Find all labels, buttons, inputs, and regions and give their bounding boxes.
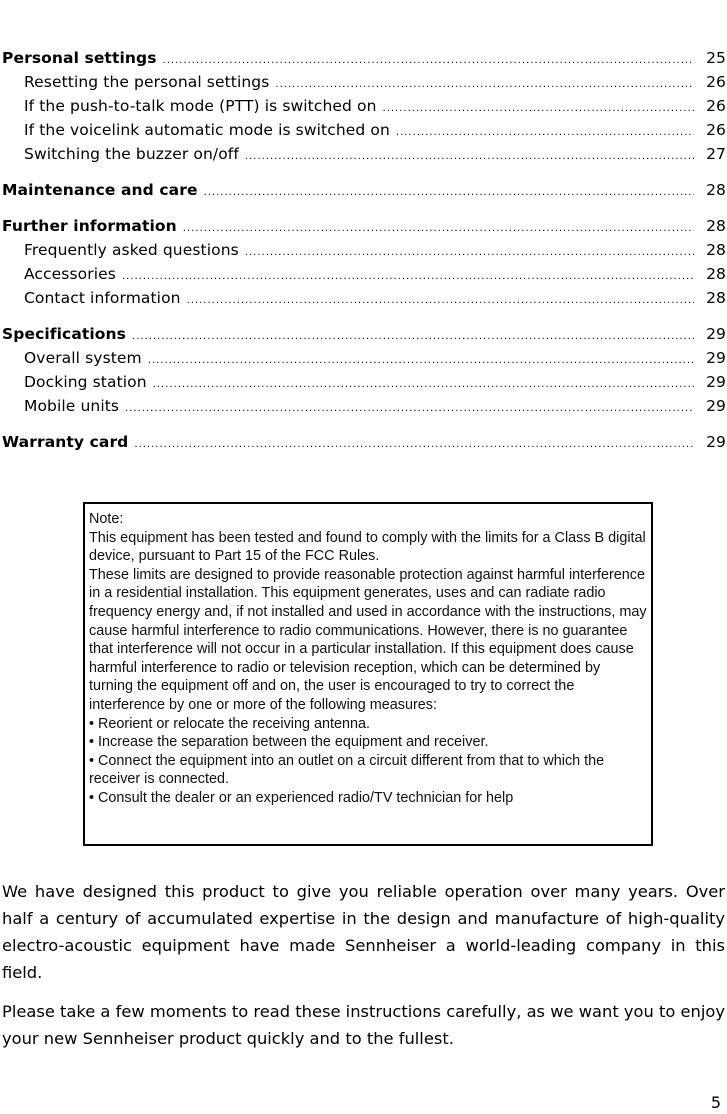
note-bullet: • Reorient or relocate the receiving antenna. [89, 715, 371, 732]
intro-text [2, 878, 725, 1064]
toc-entry[interactable] [2, 142, 726, 166]
toc-entry[interactable] [2, 430, 726, 454]
toc-entry-page: 28 [706, 217, 726, 235]
toc-entry[interactable] [2, 322, 726, 346]
toc-dot-leader [132, 325, 694, 349]
toc-dot-leader [245, 241, 694, 265]
toc-entry-page: 26 [706, 97, 726, 115]
table-of-contents [2, 46, 726, 454]
toc-dot-leader [183, 217, 694, 241]
fcc-note-box [83, 502, 653, 846]
toc-dot-leader [396, 121, 694, 145]
toc-entry[interactable] [2, 94, 726, 118]
toc-entry-label: Frequently asked questions [24, 241, 239, 259]
toc-entry-page: 29 [706, 349, 726, 367]
toc-entry-label: If the push-to-talk mode (PTT) is switched on [24, 97, 377, 115]
toc-entry-page: 25 [706, 49, 726, 67]
toc-entry[interactable] [2, 346, 726, 370]
toc-dot-leader [134, 433, 694, 457]
toc-entry-page: 29 [706, 325, 726, 343]
note-bullet: • Increase the separation between the equipment and receiver. [89, 734, 489, 751]
intro-paragraph: We have designed this product to give you reliable operation over many years. Over half a century of accumulated expertise in the design and manufacture of high-quality electro-acoustic equipment have made Sennheiser a world-leading company in this field. [2, 882, 725, 982]
toc-dot-leader [204, 181, 694, 205]
note-bullet: • Consult the dealer or an experienced radio/TV technician for help [89, 789, 514, 806]
toc-entry-label: If the voicelink automatic mode is switched on [24, 121, 390, 139]
toc-entry-page: 27 [706, 145, 726, 163]
toc-entry-page: 28 [706, 181, 726, 199]
toc-entry-label: Overall system [24, 349, 142, 367]
page-number: 5 [710, 1093, 721, 1112]
toc-entry-page: 29 [706, 397, 726, 415]
toc-entry[interactable] [2, 394, 726, 418]
toc-entry-label: Personal settings [2, 49, 157, 67]
toc-entry-page: 28 [706, 241, 726, 259]
toc-entry[interactable] [2, 286, 726, 310]
toc-entry-label: Further information [2, 217, 177, 235]
toc-dot-leader [245, 145, 694, 169]
toc-entry[interactable] [2, 238, 726, 262]
toc-entry-label: Contact information [24, 289, 181, 307]
toc-entry-label: Docking station [24, 373, 147, 391]
toc-entry-label: Maintenance and care [2, 181, 198, 199]
toc-entry[interactable] [2, 70, 726, 94]
toc-entry-label: Warranty card [2, 433, 129, 451]
toc-dot-leader [148, 349, 694, 373]
toc-entry-page: 28 [706, 265, 726, 283]
note-title: Note: [89, 511, 124, 527]
toc-entry-label: Accessories [24, 265, 116, 283]
toc-dot-leader [187, 289, 694, 313]
toc-entry-label: Specifications [2, 325, 127, 343]
toc-entry[interactable] [2, 178, 726, 202]
toc-dot-leader [383, 97, 694, 121]
toc-entry-page: 29 [706, 433, 726, 451]
toc-entry-page: 29 [706, 373, 726, 391]
note-bullet: • Connect the equipment into an outlet on a circuit different from that to which the receiver is connected. [89, 752, 605, 788]
toc-dot-leader [125, 397, 694, 421]
toc-entry-page: 26 [706, 73, 726, 91]
toc-entry-page: 28 [706, 289, 726, 307]
toc-dot-leader [153, 373, 694, 397]
toc-entry-label: Switching the buzzer on/off [24, 145, 239, 163]
toc-entry[interactable] [2, 370, 726, 394]
note-paragraph: This equipment has been tested and found to comply with the limits for a Class B digital device, pursuant to Part 15 of the FCC Rules. [89, 529, 646, 565]
toc-entry[interactable] [2, 262, 726, 286]
toc-entry-label: Resetting the personal settings [24, 73, 270, 91]
note-paragraph: These limits are designed to provide reasonable protection against harmful interference in a residential installation. This equipment generates, uses and can radiate radio frequency energy and, if not installed and used in accordance with the instructions, may cause harmful interference to radio communications. However, there is no guarantee that interference will not occur in a particular installation. If this equipment does cause harmful interference to radio or television reception, which can be determined by turning the equipment off and on, the user is encouraged to try to correct the interference by one or more of the following measures: [89, 566, 647, 713]
toc-entry-page: 26 [706, 121, 726, 139]
toc-entry[interactable] [2, 118, 726, 142]
toc-entry-label: Mobile units [24, 397, 120, 415]
toc-entry[interactable] [2, 46, 726, 70]
toc-dot-leader [122, 265, 694, 289]
intro-paragraph: Please take a few moments to read these instructions carefully, as we want you to enjoy your new Sennheiser product quickly and to the fullest. [2, 1002, 725, 1048]
toc-entry[interactable] [2, 214, 726, 238]
